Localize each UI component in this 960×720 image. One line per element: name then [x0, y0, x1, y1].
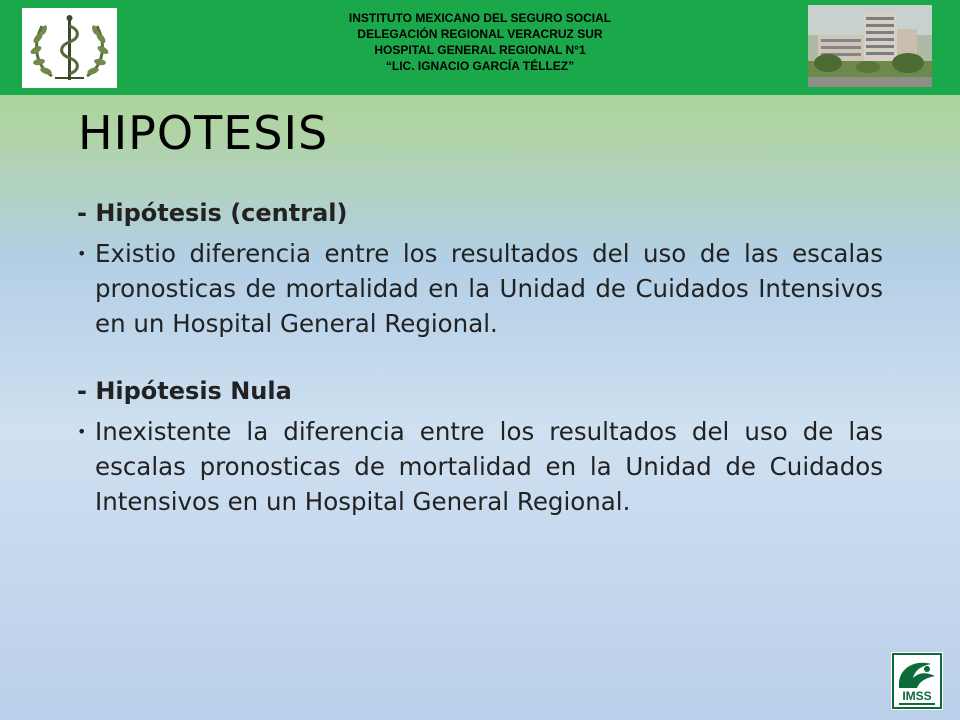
null-hypothesis-heading: - Hipótesis Nula	[77, 377, 292, 405]
null-hypothesis-bullet	[77, 414, 883, 519]
null-hypothesis-text: Inexistente la diferencia entre los resultados del uso de las escalas pronosticas de mortalidad en la Unidad de Cuidados Intensivos en un Hospital General Regional.	[95, 417, 883, 516]
header-bar	[0, 0, 960, 95]
slide-title: HIPOTESIS	[78, 106, 329, 160]
slide-content	[77, 196, 883, 519]
svg-text:IMSS: IMSS	[902, 689, 932, 703]
bullet-icon: •	[77, 244, 87, 263]
header-line-2: DELEGACIÓN REGIONAL VERACRUZ SUR	[357, 27, 603, 41]
imss-logo-icon	[891, 652, 943, 710]
institution-header	[280, 10, 680, 74]
central-hypothesis-text: Existio diferencia entre los resultados del uso de las escalas pronosticas de mortalidad en la Unidad de Cuidados Intensivos en un Hospital General Regional.	[95, 239, 883, 338]
header-line-1: INSTITUTO MEXICANO DEL SEGURO SOCIAL	[348, 11, 612, 25]
section-gap	[77, 341, 883, 374]
hospital-building-photo	[808, 5, 932, 87]
central-hypothesis-heading: - Hipótesis (central)	[77, 199, 348, 227]
bullet-icon: •	[77, 422, 87, 441]
caduceus-logo-icon	[22, 8, 117, 88]
central-hypothesis-bullet	[77, 236, 883, 341]
header-line-4: “LIC. IGNACIO GARCÍA TÉLLEZ”	[385, 59, 575, 73]
header-line-3: HOSPITAL GENERAL REGIONAL N°1	[374, 43, 586, 57]
